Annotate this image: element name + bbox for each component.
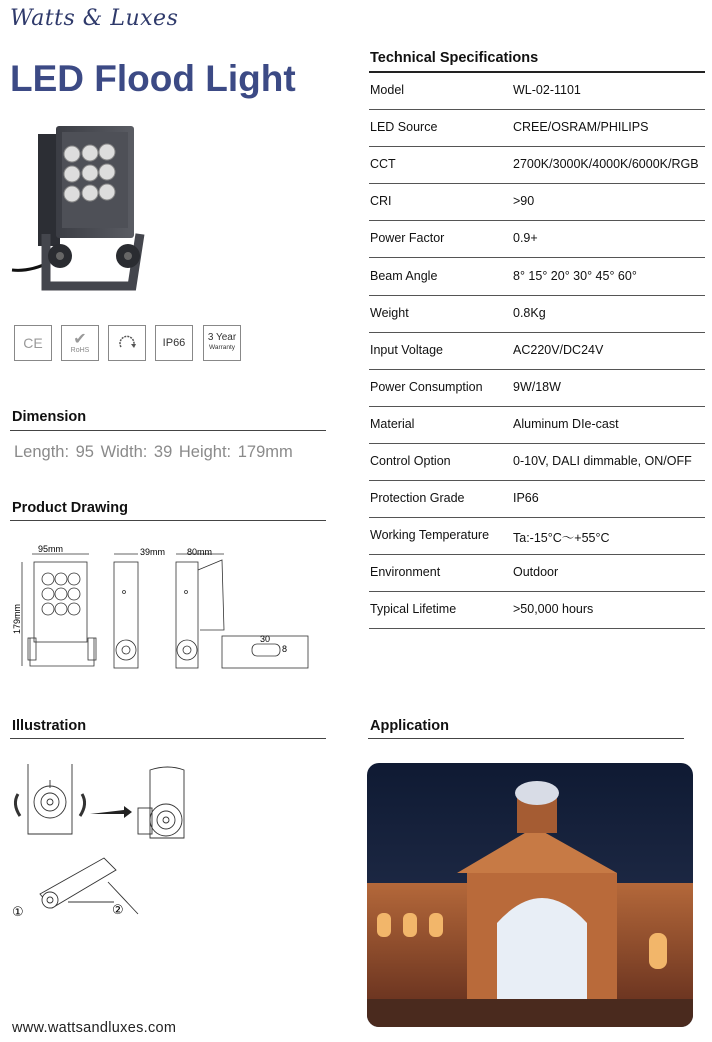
rohs-badge bbox=[61, 325, 99, 361]
spec-value: AC220V/DC24V bbox=[513, 342, 604, 357]
spec-value: 2700K/3000K/4000K/6000K/RGB bbox=[513, 157, 699, 172]
spec-row bbox=[369, 220, 705, 258]
spec-key: Input Voltage bbox=[370, 342, 443, 357]
spec-value: WL-02-1101 bbox=[513, 83, 581, 97]
step-two-marker: ② bbox=[112, 903, 124, 918]
dimension-divider bbox=[10, 430, 326, 431]
front-width-label: 95mm bbox=[38, 544, 64, 554]
spec-row bbox=[369, 591, 705, 629]
spec-value: 9W/18W bbox=[513, 379, 561, 394]
dimension-heading: Dimension bbox=[12, 409, 87, 425]
ip66-label: IP66 bbox=[162, 337, 186, 349]
warranty-sub-label: Warranty bbox=[208, 344, 236, 351]
warranty-label: 3 Year bbox=[207, 332, 237, 343]
ip66-badge bbox=[155, 325, 193, 361]
slot-width-label: 30 bbox=[260, 634, 271, 644]
spec-row bbox=[369, 332, 705, 370]
spec-row bbox=[369, 72, 705, 110]
spec-row bbox=[369, 146, 705, 184]
spec-key: LED Source bbox=[370, 120, 438, 135]
spec-key: Power Factor bbox=[370, 231, 445, 246]
side-width-label: 39mm bbox=[140, 547, 166, 557]
spec-key: CRI bbox=[370, 194, 392, 209]
drawing-heading: Product Drawing bbox=[12, 500, 129, 516]
spec-key: Control Option bbox=[370, 454, 451, 468]
ce-label: CE bbox=[23, 335, 43, 351]
spec-value: 0.9+ bbox=[513, 231, 538, 246]
spec-key: CCT bbox=[370, 157, 396, 172]
dimension-text: Length: 95 Width: 39 Height: 179mm bbox=[14, 443, 293, 461]
spec-value: Aluminum DIe-cast bbox=[513, 416, 619, 431]
drawing-divider bbox=[10, 520, 326, 521]
height-label: 179mm bbox=[12, 603, 22, 634]
illustration-heading: Illustration bbox=[12, 718, 87, 734]
illustration-divider bbox=[10, 738, 326, 739]
application-heading: Application bbox=[370, 718, 449, 734]
spec-key: Beam Angle bbox=[370, 268, 438, 283]
slot-height-label: 8 bbox=[282, 644, 288, 654]
product-drawing bbox=[10, 540, 320, 680]
spec-row bbox=[369, 517, 705, 555]
spec-value: Outdoor bbox=[513, 565, 559, 580]
spec-row bbox=[369, 258, 705, 296]
spec-key: Environment bbox=[370, 565, 441, 580]
spec-row bbox=[369, 369, 705, 407]
step-one-marker: ① bbox=[12, 905, 24, 920]
spec-value: 0.8Kg bbox=[513, 305, 546, 320]
spec-row bbox=[369, 443, 705, 481]
spec-value: CREE/OSRAM/PHILIPS bbox=[513, 120, 649, 135]
spec-value: IP66 bbox=[513, 491, 539, 506]
spec-key: Power Consumption bbox=[370, 379, 483, 394]
spec-key: Model bbox=[370, 83, 405, 97]
spec-value: 8° 15° 20° 30° 45° 60° bbox=[513, 268, 637, 283]
spec-row bbox=[369, 183, 705, 221]
brand-logo bbox=[10, 6, 178, 31]
spec-key: Working Temperature bbox=[370, 528, 490, 543]
spec-key: Material bbox=[370, 416, 415, 431]
spec-key: Protection Grade bbox=[370, 491, 465, 506]
spec-value: >50,000 hours bbox=[513, 602, 594, 617]
page-title: LED Flood Light bbox=[10, 58, 296, 99]
spec-row bbox=[369, 480, 705, 518]
logo-text: Watts & Luxes bbox=[10, 6, 179, 31]
spec-row bbox=[369, 295, 705, 333]
rotate-adjust-badge bbox=[108, 325, 146, 361]
rohs-label: RoHS bbox=[70, 346, 90, 354]
spec-key: Weight bbox=[370, 305, 409, 320]
rotate-icon bbox=[117, 334, 137, 352]
warranty-badge bbox=[203, 325, 241, 361]
application-photo bbox=[367, 763, 693, 1027]
spec-value: Ta:-15°C～+55°C bbox=[513, 531, 610, 546]
installation-illustration bbox=[8, 758, 208, 928]
spec-value: >90 bbox=[513, 194, 535, 209]
ce-badge bbox=[14, 325, 52, 361]
spec-value: 0-10V, DALI dimmable, ON/OFF bbox=[513, 454, 692, 468]
spec-row bbox=[369, 109, 705, 147]
bracket-width-label: 80mm bbox=[187, 547, 213, 557]
check-icon: ✔ bbox=[73, 330, 87, 348]
specs-heading: Technical Specifications bbox=[370, 50, 539, 66]
spec-key: Typical Lifetime bbox=[370, 602, 457, 617]
spec-row bbox=[369, 406, 705, 444]
application-divider bbox=[368, 738, 684, 739]
spec-row bbox=[369, 554, 705, 592]
product-photo bbox=[10, 122, 150, 294]
footer-url: www.wattsandluxes.com bbox=[12, 1020, 177, 1036]
